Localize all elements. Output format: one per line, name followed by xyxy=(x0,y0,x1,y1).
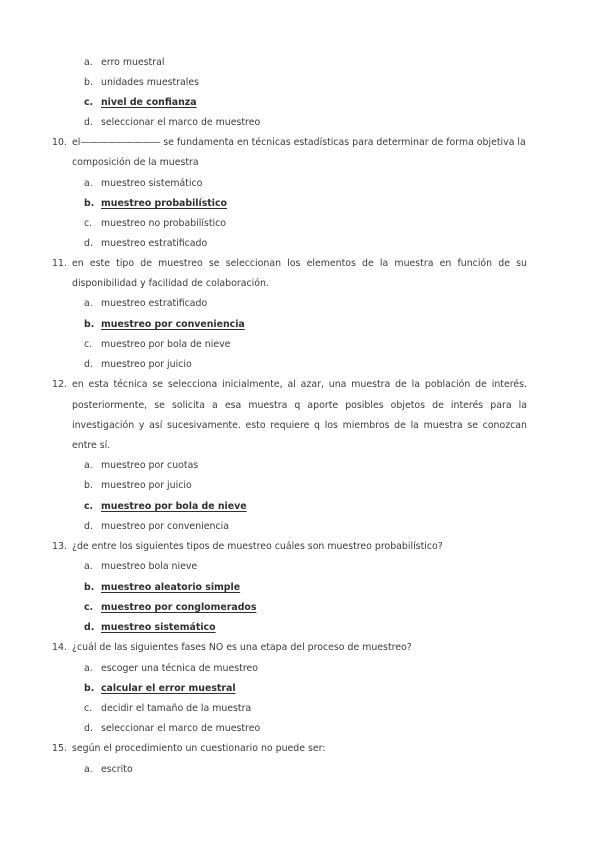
option-letter: a. xyxy=(84,57,93,68)
option-text: escoger una técnica de muestreo xyxy=(101,663,258,674)
question-12-continued: investigación y así sucesivamente. esto requiere q los miembros de la muestra se conozcan xyxy=(72,420,527,431)
option-letter: c. xyxy=(84,703,93,714)
option-q9-c-answer xyxy=(84,97,197,109)
question-11-continued xyxy=(72,278,269,290)
option-text: muestreo no probabilístico xyxy=(101,218,227,229)
option-q11-c xyxy=(84,339,230,351)
option-q14-a xyxy=(84,663,258,675)
question-12-continued xyxy=(72,440,110,452)
option-letter: d. xyxy=(84,117,93,128)
option-letter: d. xyxy=(84,521,93,532)
question-number: 15. xyxy=(52,743,67,754)
option-q13-b-answer xyxy=(84,582,240,594)
question-number: 14. xyxy=(52,642,67,653)
option-q12-b xyxy=(84,480,192,492)
question-number: 12. xyxy=(52,379,67,390)
question-15 xyxy=(52,743,325,755)
option-letter: a. xyxy=(84,178,93,189)
option-text: erro muestral xyxy=(101,57,165,68)
question-14 xyxy=(52,642,412,654)
option-letter: c. xyxy=(84,339,93,350)
option-letter: a. xyxy=(84,764,93,775)
option-text: muestreo estratificado xyxy=(101,238,208,249)
option-letter: b. xyxy=(84,198,95,209)
option-text: muestreo probabilístico xyxy=(101,198,227,209)
option-text: muestreo por cuotas xyxy=(101,460,199,471)
option-text: muestreo aleatorio simple xyxy=(101,582,241,593)
question-text: según el procedimiento un cuestionario no puede ser: xyxy=(72,743,326,754)
option-q14-d xyxy=(84,723,260,735)
question-text: entre sí. xyxy=(72,440,111,451)
option-letter: a. xyxy=(84,460,93,471)
option-text: muestreo por conveniencia xyxy=(101,521,229,532)
option-text: muestreo sistemático xyxy=(101,178,203,189)
option-letter: b. xyxy=(84,77,93,88)
option-text: nivel de confianza xyxy=(101,97,197,108)
option-q13-d-answer xyxy=(84,622,216,634)
option-text: unidades muestrales xyxy=(101,77,200,88)
option-q10-c xyxy=(84,218,226,230)
option-letter: d. xyxy=(84,723,93,734)
option-letter: d. xyxy=(84,238,93,249)
option-text: seleccionar el marco de muestreo xyxy=(101,117,261,128)
option-q14-c xyxy=(84,703,251,715)
option-q9-b xyxy=(84,77,199,89)
option-letter: b. xyxy=(84,683,95,694)
option-text: decidir el tamaño de la muestra xyxy=(101,703,252,714)
option-q10-a xyxy=(84,178,202,190)
question-text: composición de la muestra xyxy=(72,157,199,168)
option-text: calcular el error muestral xyxy=(101,683,236,694)
question-number: 13. xyxy=(52,541,67,552)
option-q13-a xyxy=(84,561,197,573)
option-text: muestreo por juicio xyxy=(101,480,192,491)
question-blank: ————————— xyxy=(80,137,161,148)
option-q12-a xyxy=(84,460,198,472)
option-text: muestreo bola nieve xyxy=(101,561,198,572)
question-text: en esta técnica se selecciona inicialmente, al azar, una muestra de la población de interés. xyxy=(72,379,527,390)
option-text: muestreo por conglomerados xyxy=(101,602,257,613)
option-q9-a xyxy=(84,57,164,69)
question-text: se fundamenta en técnicas estadísticas para determinar de forma objetiva la xyxy=(163,137,526,148)
option-letter: a. xyxy=(84,298,93,309)
option-letter: a. xyxy=(84,561,93,572)
option-q10-b-answer xyxy=(84,198,227,210)
option-q11-d xyxy=(84,359,192,371)
option-letter: a. xyxy=(84,663,93,674)
option-text: muestreo por conveniencia xyxy=(101,319,245,330)
option-q10-d xyxy=(84,238,207,250)
option-letter: c. xyxy=(84,501,94,512)
question-text: disponibilidad y facilidad de colaboración. xyxy=(72,278,269,289)
option-letter: c. xyxy=(84,602,94,613)
option-letter: c. xyxy=(84,97,94,108)
option-q13-c-answer xyxy=(84,602,256,614)
option-q14-b-answer xyxy=(84,683,236,695)
question-lead: el xyxy=(72,137,81,148)
option-text: muestreo por bola de nieve xyxy=(101,501,247,512)
option-letter: b. xyxy=(84,582,95,593)
question-text: en este tipo de muestreo se seleccionan los elementos de la muestra en función de su xyxy=(72,258,527,269)
option-q11-a xyxy=(84,298,207,310)
question-10 xyxy=(52,137,526,149)
option-text: escrito xyxy=(101,764,133,775)
option-q15-a xyxy=(84,764,133,776)
option-text: muestreo por juicio xyxy=(101,359,192,370)
question-number: 10. xyxy=(52,137,67,148)
question-text: ¿cuál de las siguientes fases NO es una etapa del proceso de muestreo? xyxy=(72,642,412,653)
option-text: seleccionar el marco de muestreo xyxy=(101,723,261,734)
option-text: muestreo sistemático xyxy=(101,622,216,633)
question-number: 11. xyxy=(52,258,67,269)
question-13 xyxy=(52,541,443,553)
option-text: muestreo por bola de nieve xyxy=(101,339,231,350)
option-letter: d. xyxy=(84,359,93,370)
option-letter: b. xyxy=(84,480,93,491)
option-q9-d xyxy=(84,117,260,129)
option-letter: c. xyxy=(84,218,93,229)
question-12 xyxy=(52,379,527,391)
option-letter: b. xyxy=(84,319,95,330)
option-q11-b-answer xyxy=(84,319,245,331)
option-q12-d xyxy=(84,521,229,533)
option-text: muestreo estratificado xyxy=(101,298,208,309)
question-12-continued: posteriormente, se solicita a esa muestra q aporte posibles objetos de interés para la xyxy=(72,400,527,411)
option-letter: d. xyxy=(84,622,95,633)
question-11 xyxy=(52,258,527,270)
option-q12-c-answer xyxy=(84,501,247,513)
question-10-continued xyxy=(72,157,199,169)
question-text: ¿de entre los siguientes tipos de muestreo cuáles son muestreo probabilístico? xyxy=(72,541,443,552)
